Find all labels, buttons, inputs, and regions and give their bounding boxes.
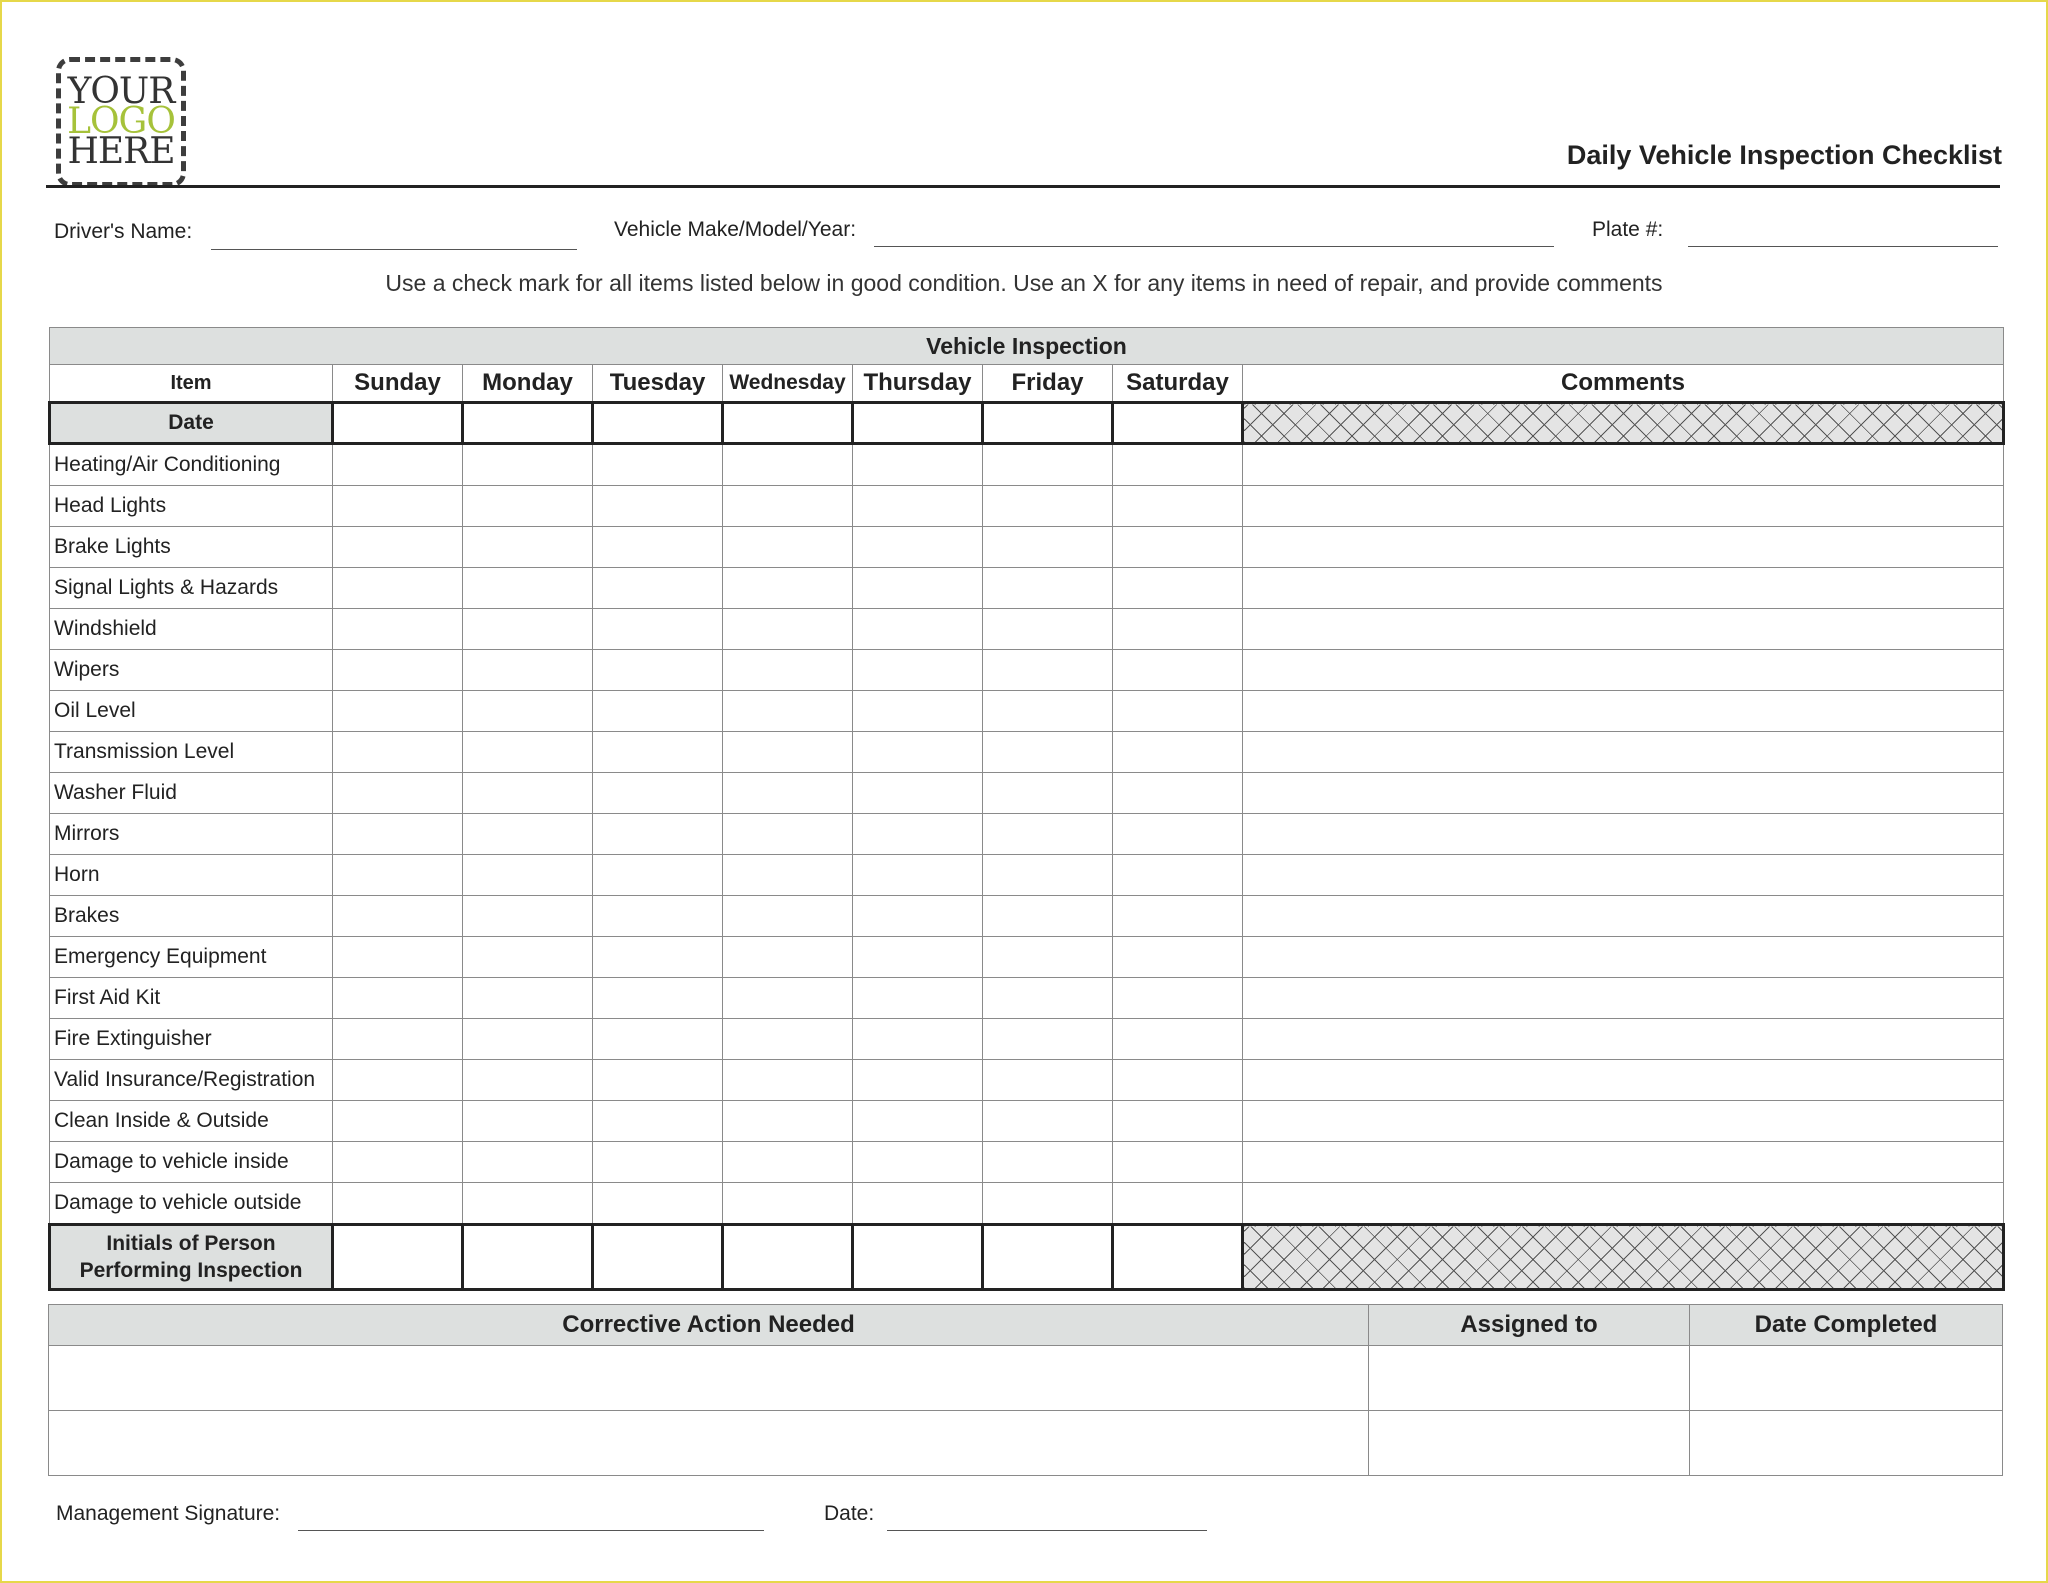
corrective-cell-date-completed[interactable] — [1690, 1411, 2003, 1476]
corrective-cell-assigned-to[interactable] — [1369, 1346, 1690, 1411]
comments-cell[interactable] — [1243, 732, 2004, 773]
inspection-row — [50, 527, 2004, 568]
check-cell-friday[interactable] — [983, 1101, 1113, 1142]
check-cell-tuesday[interactable] — [593, 568, 723, 609]
check-cell-wednesday[interactable] — [723, 1060, 853, 1101]
check-cell-friday[interactable] — [983, 1060, 1113, 1101]
check-cell-friday[interactable] — [983, 444, 1113, 486]
inspection-row — [50, 568, 2004, 609]
column-header-monday: Monday — [463, 365, 593, 403]
check-cell-friday[interactable] — [983, 486, 1113, 527]
check-cell-monday[interactable] — [463, 1183, 593, 1225]
initials-row — [50, 1225, 2004, 1290]
check-cell-thursday[interactable] — [853, 527, 983, 568]
inspection-row — [50, 1019, 2004, 1060]
column-header-friday: Friday — [983, 365, 1113, 403]
inspection-item-label: Fire Extinguisher — [50, 1019, 333, 1060]
inspection-item-label: Horn — [50, 855, 333, 896]
check-cell-monday[interactable] — [463, 814, 593, 855]
check-cell-saturday[interactable] — [1113, 650, 1243, 691]
inspection-row — [50, 1183, 2004, 1225]
check-cell-wednesday[interactable] — [723, 1142, 853, 1183]
check-cell-thursday[interactable] — [853, 1183, 983, 1225]
check-cell-thursday[interactable] — [853, 855, 983, 896]
check-cell-wednesday[interactable] — [723, 855, 853, 896]
check-cell-thursday[interactable] — [853, 978, 983, 1019]
inspection-row — [50, 650, 2004, 691]
date-cell-sunday[interactable] — [333, 403, 463, 444]
check-cell-monday[interactable] — [463, 978, 593, 1019]
check-cell-wednesday[interactable] — [723, 937, 853, 978]
check-cell-sunday[interactable] — [333, 568, 463, 609]
check-cell-monday[interactable] — [463, 773, 593, 814]
check-cell-monday[interactable] — [463, 444, 593, 486]
check-cell-tuesday[interactable] — [593, 732, 723, 773]
check-cell-sunday[interactable] — [333, 486, 463, 527]
corrective-header-assigned-to: Assigned to — [1369, 1305, 1690, 1346]
check-cell-wednesday[interactable] — [723, 650, 853, 691]
initials-label — [50, 1225, 333, 1290]
comments-cell[interactable] — [1243, 527, 2004, 568]
check-cell-thursday[interactable] — [853, 937, 983, 978]
check-cell-tuesday[interactable] — [593, 937, 723, 978]
check-cell-friday[interactable] — [983, 1183, 1113, 1225]
check-cell-monday[interactable] — [463, 527, 593, 568]
column-header-item: Item — [50, 365, 333, 403]
check-cell-thursday[interactable] — [853, 568, 983, 609]
date-cell-saturday[interactable] — [1113, 403, 1243, 444]
inspection-row — [50, 486, 2004, 527]
check-cell-wednesday[interactable] — [723, 814, 853, 855]
instructions-text: Use a check mark for all items listed below in good condition. Use an X for any items in need of repair, and provide comments — [385, 270, 1663, 296]
inspection-item-label: Damage to vehicle inside — [50, 1142, 333, 1183]
inspection-item-label: Signal Lights & Hazards — [50, 568, 333, 609]
inspection-row — [50, 691, 2004, 732]
check-cell-friday[interactable] — [983, 609, 1113, 650]
check-cell-tuesday[interactable] — [593, 855, 723, 896]
check-cell-friday[interactable] — [983, 1019, 1113, 1060]
check-cell-sunday[interactable] — [333, 855, 463, 896]
check-cell-sunday[interactable] — [333, 896, 463, 937]
check-cell-thursday[interactable] — [853, 691, 983, 732]
check-cell-monday[interactable] — [463, 855, 593, 896]
column-header-saturday: Saturday — [1113, 365, 1243, 403]
plate-field[interactable] — [1688, 246, 1998, 247]
check-cell-wednesday[interactable] — [723, 444, 853, 486]
check-cell-saturday[interactable] — [1113, 527, 1243, 568]
check-cell-sunday[interactable] — [333, 773, 463, 814]
check-cell-monday[interactable] — [463, 650, 593, 691]
inspection-row — [50, 444, 2004, 486]
comments-cell[interactable] — [1243, 896, 2004, 937]
check-cell-thursday[interactable] — [853, 814, 983, 855]
check-cell-saturday[interactable] — [1113, 1060, 1243, 1101]
comments-cell[interactable] — [1243, 444, 2004, 486]
comments-cell[interactable] — [1243, 1183, 2004, 1225]
check-cell-monday[interactable] — [463, 1019, 593, 1060]
check-cell-saturday[interactable] — [1113, 937, 1243, 978]
check-cell-tuesday[interactable] — [593, 486, 723, 527]
inspection-item-label: Head Lights — [50, 486, 333, 527]
inspection-item-label: Heating/Air Conditioning — [50, 444, 333, 486]
check-cell-friday[interactable] — [983, 978, 1113, 1019]
inspection-row — [50, 937, 2004, 978]
logo-placeholder — [56, 57, 186, 187]
corrective-action-table — [48, 1304, 2003, 1476]
initials-label-line-1: Initials of Person — [106, 1232, 276, 1255]
date-cell-monday[interactable] — [463, 403, 593, 444]
date-cell-wednesday[interactable] — [723, 403, 853, 444]
check-cell-tuesday[interactable] — [593, 814, 723, 855]
check-cell-sunday[interactable] — [333, 978, 463, 1019]
vehicle-field[interactable] — [874, 246, 1554, 247]
check-cell-thursday[interactable] — [853, 896, 983, 937]
check-cell-sunday[interactable] — [333, 1060, 463, 1101]
check-cell-saturday[interactable] — [1113, 1183, 1243, 1225]
check-cell-wednesday[interactable] — [723, 978, 853, 1019]
comments-cell[interactable] — [1243, 937, 2004, 978]
date-row — [50, 403, 2004, 444]
check-cell-wednesday[interactable] — [723, 609, 853, 650]
inspection-item-label: Windshield — [50, 609, 333, 650]
check-cell-thursday[interactable] — [853, 732, 983, 773]
inspection-item-label: Oil Level — [50, 691, 333, 732]
corrective-header-date-completed: Date Completed — [1690, 1305, 2003, 1346]
check-cell-friday[interactable] — [983, 732, 1113, 773]
check-cell-thursday[interactable] — [853, 444, 983, 486]
initials-label-line-2: Performing Inspection — [79, 1259, 303, 1282]
check-cell-thursday[interactable] — [853, 1142, 983, 1183]
footer-date-label: Date: — [824, 1502, 875, 1525]
inspection-item-label: Wipers — [50, 650, 333, 691]
document-title: Daily Vehicle Inspection Checklist — [1566, 140, 2002, 170]
corrective-row — [49, 1346, 2003, 1411]
comments-cell[interactable] — [1243, 1060, 2004, 1101]
inspection-row — [50, 855, 2004, 896]
title-divider — [46, 185, 2000, 188]
date-cell-friday[interactable] — [983, 403, 1113, 444]
initials-cell-wednesday[interactable] — [723, 1225, 853, 1290]
check-cell-saturday[interactable] — [1113, 444, 1243, 486]
comments-cell[interactable] — [1243, 814, 2004, 855]
comments-cell[interactable] — [1243, 773, 2004, 814]
column-header-thursday: Thursday — [853, 365, 983, 403]
inspection-row — [50, 609, 2004, 650]
check-cell-friday[interactable] — [983, 855, 1113, 896]
check-cell-wednesday[interactable] — [723, 773, 853, 814]
check-cell-monday[interactable] — [463, 568, 593, 609]
initials-comments-hatched — [1243, 1225, 2004, 1290]
check-cell-friday[interactable] — [983, 773, 1113, 814]
date-cell-thursday[interactable] — [853, 403, 983, 444]
check-cell-monday[interactable] — [463, 691, 593, 732]
column-header-tuesday: Tuesday — [593, 365, 723, 403]
initials-cell-saturday[interactable] — [1113, 1225, 1243, 1290]
check-cell-thursday[interactable] — [853, 650, 983, 691]
check-cell-saturday[interactable] — [1113, 1142, 1243, 1183]
check-cell-tuesday[interactable] — [593, 527, 723, 568]
corrective-header-corrective-action-needed: Corrective Action Needed — [49, 1305, 1369, 1346]
check-cell-tuesday[interactable] — [593, 1183, 723, 1225]
check-cell-thursday[interactable] — [853, 609, 983, 650]
inspection-row — [50, 1101, 2004, 1142]
signature-field[interactable] — [298, 1530, 764, 1531]
inspection-item-label: Brakes — [50, 896, 333, 937]
inspection-item-label: Brake Lights — [50, 527, 333, 568]
vehicle-label: Vehicle Make/Model/Year: — [614, 218, 857, 241]
check-cell-friday[interactable] — [983, 937, 1113, 978]
inspection-item-label: Washer Fluid — [50, 773, 333, 814]
check-cell-tuesday[interactable] — [593, 1019, 723, 1060]
column-header-sunday: Sunday — [333, 365, 463, 403]
check-cell-sunday[interactable] — [333, 937, 463, 978]
inspection-row — [50, 978, 2004, 1019]
check-cell-sunday[interactable] — [333, 1101, 463, 1142]
check-cell-tuesday[interactable] — [593, 444, 723, 486]
check-cell-saturday[interactable] — [1113, 896, 1243, 937]
check-cell-saturday[interactable] — [1113, 1101, 1243, 1142]
comments-cell[interactable] — [1243, 486, 2004, 527]
column-header-comments: Comments — [1243, 365, 2004, 403]
initials-cell-thursday[interactable] — [853, 1225, 983, 1290]
check-cell-monday[interactable] — [463, 486, 593, 527]
check-cell-monday[interactable] — [463, 1060, 593, 1101]
check-cell-sunday[interactable] — [333, 527, 463, 568]
check-cell-monday[interactable] — [463, 609, 593, 650]
check-cell-monday[interactable] — [463, 1142, 593, 1183]
inspection-item-label: Valid Insurance/Registration — [50, 1060, 333, 1101]
check-cell-sunday[interactable] — [333, 1019, 463, 1060]
check-cell-saturday[interactable] — [1113, 1019, 1243, 1060]
check-cell-saturday[interactable] — [1113, 486, 1243, 527]
check-cell-sunday[interactable] — [333, 444, 463, 486]
corrective-cell-assigned-to[interactable] — [1369, 1411, 1690, 1476]
inspection-item-label: Damage to vehicle outside — [50, 1183, 333, 1225]
check-cell-thursday[interactable] — [853, 773, 983, 814]
corrective-cell-action[interactable] — [49, 1346, 1369, 1411]
vehicle-inspection-table — [48, 327, 2005, 1291]
check-cell-tuesday[interactable] — [593, 773, 723, 814]
check-cell-thursday[interactable] — [853, 1060, 983, 1101]
corrective-cell-action[interactable] — [49, 1411, 1369, 1476]
check-cell-wednesday[interactable] — [723, 1019, 853, 1060]
check-cell-saturday[interactable] — [1113, 855, 1243, 896]
check-cell-tuesday[interactable] — [593, 691, 723, 732]
comments-cell[interactable] — [1243, 609, 2004, 650]
initials-cell-friday[interactable] — [983, 1225, 1113, 1290]
check-cell-wednesday[interactable] — [723, 568, 853, 609]
check-cell-tuesday[interactable] — [593, 1142, 723, 1183]
check-cell-saturday[interactable] — [1113, 814, 1243, 855]
corrective-cell-date-completed[interactable] — [1690, 1346, 2003, 1411]
corrective-row — [49, 1411, 2003, 1476]
check-cell-friday[interactable] — [983, 691, 1113, 732]
check-cell-tuesday[interactable] — [593, 650, 723, 691]
date-row-label: Date — [50, 403, 333, 444]
initials-cell-tuesday[interactable] — [593, 1225, 723, 1290]
check-cell-wednesday[interactable] — [723, 527, 853, 568]
check-cell-friday[interactable] — [983, 568, 1113, 609]
check-cell-monday[interactable] — [463, 937, 593, 978]
comments-cell[interactable] — [1243, 568, 2004, 609]
comments-cell[interactable] — [1243, 691, 2004, 732]
initials-cell-monday[interactable] — [463, 1225, 593, 1290]
check-cell-tuesday[interactable] — [593, 609, 723, 650]
inspection-item-label: Transmission Level — [50, 732, 333, 773]
check-cell-tuesday[interactable] — [593, 978, 723, 1019]
check-cell-friday[interactable] — [983, 650, 1113, 691]
comments-cell[interactable] — [1243, 855, 2004, 896]
comments-cell[interactable] — [1243, 1101, 2004, 1142]
check-cell-sunday[interactable] — [333, 732, 463, 773]
comments-cell[interactable] — [1243, 650, 2004, 691]
check-cell-tuesday[interactable] — [593, 1060, 723, 1101]
signature-label: Management Signature: — [56, 1502, 281, 1525]
footer-date-field[interactable] — [887, 1530, 1207, 1531]
check-cell-monday[interactable] — [463, 732, 593, 773]
check-cell-sunday[interactable] — [333, 650, 463, 691]
check-cell-saturday[interactable] — [1113, 568, 1243, 609]
inspection-row — [50, 773, 2004, 814]
check-cell-saturday[interactable] — [1113, 978, 1243, 1019]
inspection-item-label: Mirrors — [50, 814, 333, 855]
inspection-row — [50, 732, 2004, 773]
inspection-title: Vehicle Inspection — [50, 328, 2004, 365]
check-cell-sunday[interactable] — [333, 609, 463, 650]
driver-name-label: Driver's Name: — [54, 220, 193, 243]
check-cell-friday[interactable] — [983, 1142, 1113, 1183]
check-cell-friday[interactable] — [983, 527, 1113, 568]
check-cell-saturday[interactable] — [1113, 732, 1243, 773]
date-cell-tuesday[interactable] — [593, 403, 723, 444]
check-cell-saturday[interactable] — [1113, 691, 1243, 732]
inspection-item-label: First Aid Kit — [50, 978, 333, 1019]
inspection-row — [50, 1142, 2004, 1183]
inspection-row — [50, 1060, 2004, 1101]
check-cell-friday[interactable] — [983, 814, 1113, 855]
check-cell-sunday[interactable] — [333, 814, 463, 855]
date-comments-hatched — [1243, 403, 2004, 444]
comments-cell[interactable] — [1243, 1142, 2004, 1183]
comments-cell[interactable] — [1243, 978, 2004, 1019]
check-cell-wednesday[interactable] — [723, 1101, 853, 1142]
check-cell-wednesday[interactable] — [723, 691, 853, 732]
check-cell-monday[interactable] — [463, 896, 593, 937]
column-header-wednesday: Wednesday — [723, 365, 853, 403]
check-cell-tuesday[interactable] — [593, 1101, 723, 1142]
plate-label: Plate #: — [1592, 218, 1664, 241]
check-cell-wednesday[interactable] — [723, 1183, 853, 1225]
check-cell-saturday[interactable] — [1113, 773, 1243, 814]
check-cell-friday[interactable] — [983, 896, 1113, 937]
check-cell-sunday[interactable] — [333, 1183, 463, 1225]
check-cell-thursday[interactable] — [853, 486, 983, 527]
check-cell-wednesday[interactable] — [723, 486, 853, 527]
check-cell-wednesday[interactable] — [723, 896, 853, 937]
comments-cell[interactable] — [1243, 1019, 2004, 1060]
check-cell-thursday[interactable] — [853, 1019, 983, 1060]
inspection-item-label: Emergency Equipment — [50, 937, 333, 978]
check-cell-thursday[interactable] — [853, 1101, 983, 1142]
inspection-row — [50, 896, 2004, 937]
check-cell-sunday[interactable] — [333, 691, 463, 732]
initials-cell-sunday[interactable] — [333, 1225, 463, 1290]
check-cell-monday[interactable] — [463, 1101, 593, 1142]
check-cell-sunday[interactable] — [333, 1142, 463, 1183]
check-cell-wednesday[interactable] — [723, 732, 853, 773]
driver-name-field[interactable] — [211, 249, 577, 250]
inspection-item-label: Clean Inside & Outside — [50, 1101, 333, 1142]
logo-line-3: HERE — [67, 131, 175, 172]
check-cell-saturday[interactable] — [1113, 609, 1243, 650]
check-cell-tuesday[interactable] — [593, 896, 723, 937]
logo-line-1: YOUR — [67, 71, 175, 112]
inspection-row — [50, 814, 2004, 855]
logo-line-2: LOGO — [67, 101, 175, 142]
